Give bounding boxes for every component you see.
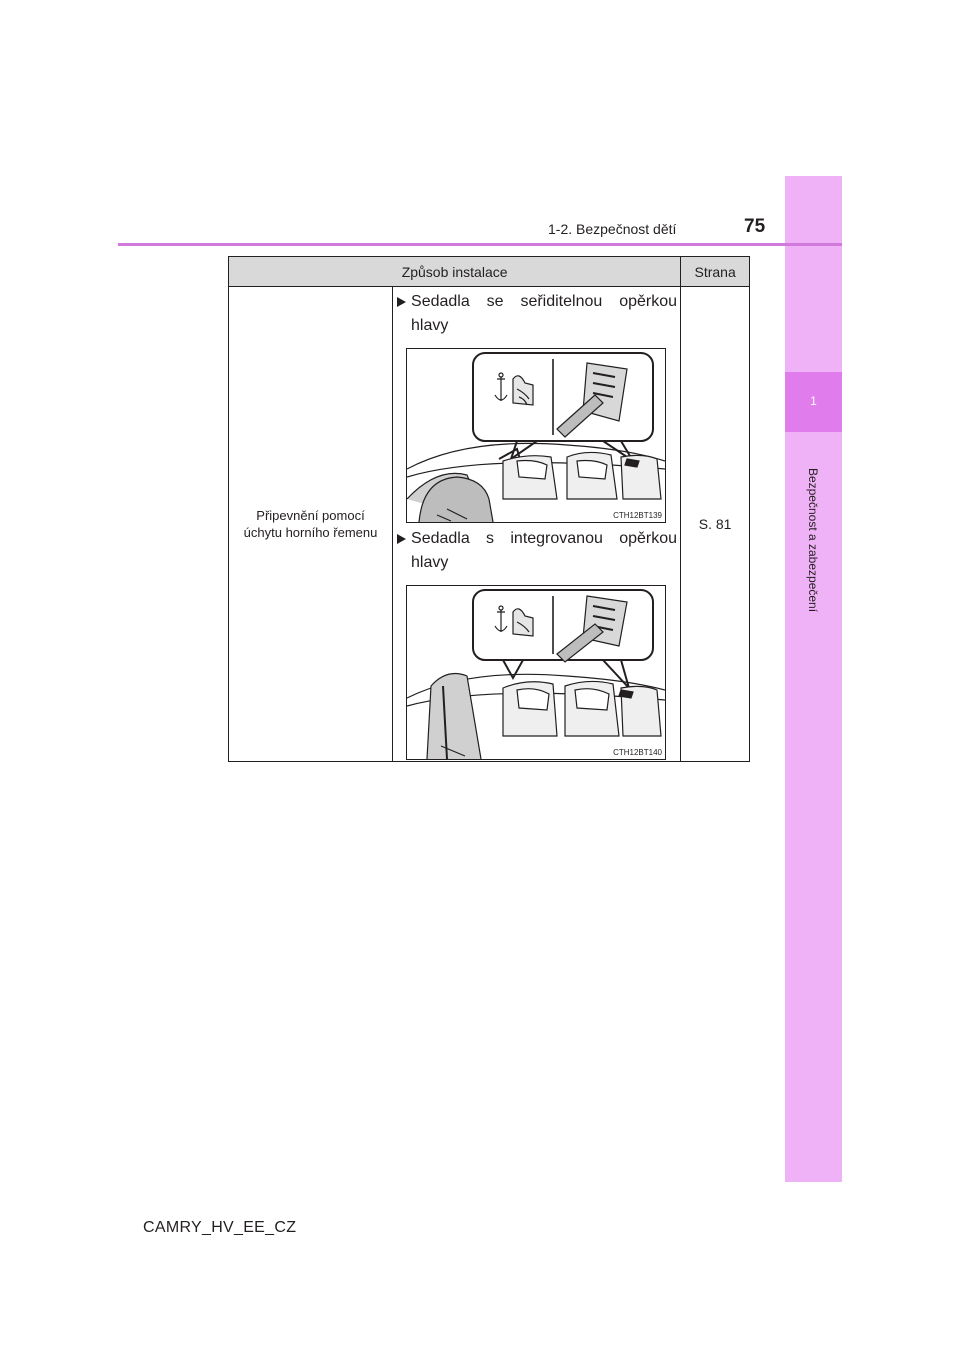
header-rule [118, 243, 842, 246]
rear-seat-tether-illustration [407, 586, 665, 759]
chapter-number-tab[interactable]: 1 [785, 372, 842, 432]
table-header-row [229, 257, 750, 287]
method-line-1: Připevnění pomocí [256, 508, 365, 523]
description-cell [393, 287, 681, 762]
method-line-2: úchytu horního řemenu [243, 525, 378, 540]
rear-seat-tether-illustration [407, 349, 665, 522]
model-code: CAMRY_HV_EE_CZ [143, 1219, 297, 1236]
table-row [229, 287, 750, 762]
chapter-side-tab [785, 176, 842, 1182]
page-number: 75 [744, 216, 766, 237]
item-text: Sedadla s integrovanou opěrkou hlavy [411, 530, 678, 571]
triangle-bullet-icon [397, 297, 406, 307]
chapter-title-vertical: Bezpečnost a zabezpečení [806, 467, 820, 613]
method-cell [229, 287, 393, 762]
installation-table [228, 256, 750, 762]
figure-code: CTH12BT140 [613, 748, 663, 757]
section-title: 1-2. Bezpečnost dětí [548, 221, 677, 237]
header-method: Způsob instalace [229, 257, 681, 287]
figure-code: CTH12BT139 [613, 511, 663, 520]
page-reference[interactable]: S. 81 [681, 287, 750, 762]
figure-integrated-headrest [406, 585, 666, 760]
list-item [411, 527, 677, 575]
header-page: Strana [681, 257, 750, 287]
list-item [411, 290, 677, 338]
figure-adjustable-headrest [406, 348, 666, 523]
item-text: Sedadla se seřiditelnou opěrkou hlavy [411, 293, 678, 334]
triangle-bullet-icon [397, 534, 406, 544]
